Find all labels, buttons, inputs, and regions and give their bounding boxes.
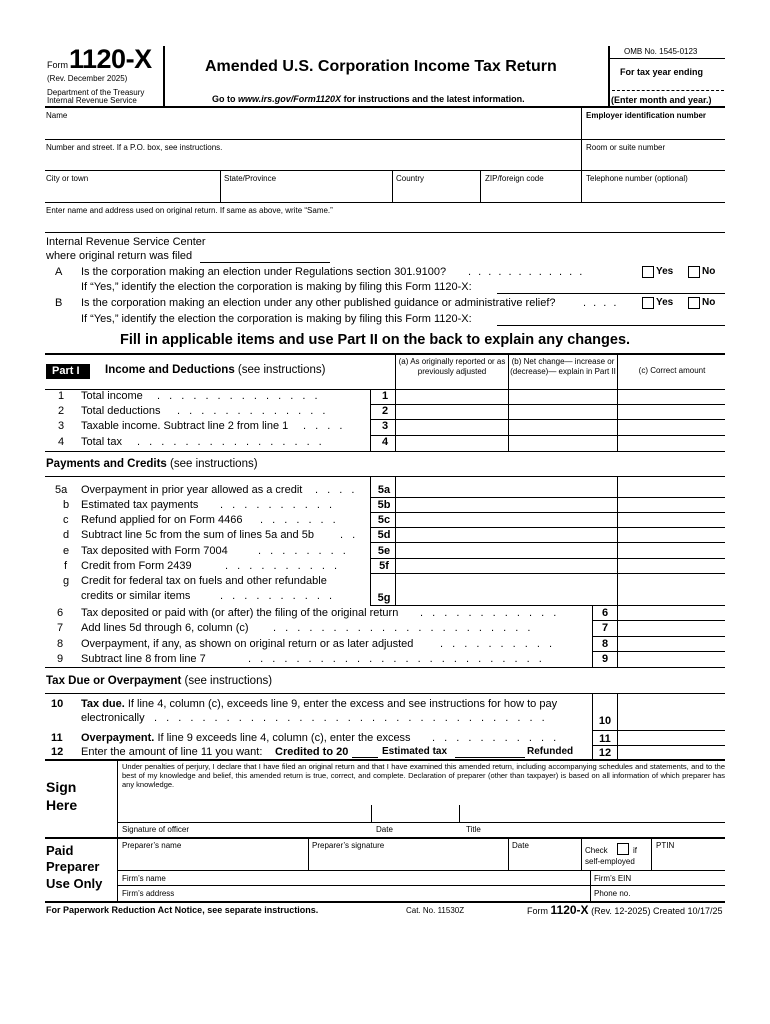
zip-label: ZIP/foreign code bbox=[485, 174, 544, 183]
part1-tag: Part I bbox=[52, 365, 80, 377]
line-5g-box-number: 5g bbox=[377, 592, 391, 604]
city-label: City or town bbox=[46, 174, 89, 183]
firm-name-field[interactable] bbox=[170, 871, 578, 885]
ptin-label: PTIN bbox=[656, 841, 675, 850]
line-5b-col-c-input[interactable] bbox=[618, 498, 724, 512]
line-number: b bbox=[63, 499, 70, 511]
line-2-col-c-input[interactable] bbox=[619, 404, 725, 419]
line-box-number: 5a bbox=[377, 484, 391, 496]
header-divider-left bbox=[163, 46, 165, 106]
country-field[interactable] bbox=[396, 183, 476, 201]
line-9-input[interactable] bbox=[618, 652, 724, 666]
rule bbox=[45, 476, 725, 477]
line-5g-label: Credit for federal tax on fuels and other refundable bbox=[81, 575, 327, 587]
payments-heading: Payments and Credits (see instructions) bbox=[46, 458, 258, 470]
line-label: Overpayment in prior year allowed as a credit bbox=[81, 484, 303, 496]
line-12-year-field[interactable] bbox=[352, 757, 378, 758]
line-dots: . . . . . . . . . . . . . . bbox=[157, 390, 321, 402]
rule bbox=[45, 202, 725, 203]
line-dots: . . . . . . . . bbox=[258, 545, 349, 557]
line-number: 9 bbox=[57, 653, 64, 665]
phone-no-label: Phone no. bbox=[594, 889, 631, 898]
line-label: Total tax bbox=[81, 436, 122, 448]
irs-center-label-2: where original return was filed bbox=[46, 250, 193, 262]
line-3-col-a-input[interactable] bbox=[397, 419, 507, 435]
use-only-label: Use Only bbox=[46, 876, 103, 891]
line-5e-col-c-input[interactable] bbox=[618, 543, 724, 557]
line-dots: . . . . . . . . . . . . . . . . bbox=[137, 436, 325, 448]
name-label: Name bbox=[46, 111, 68, 120]
line-box-number: 7 bbox=[601, 622, 609, 634]
line-3-col-b-input[interactable] bbox=[510, 419, 617, 435]
catalog-number: Cat. No. 11530Z bbox=[406, 906, 465, 915]
firm-ein-label: Firm’s EIN bbox=[594, 874, 632, 883]
rule bbox=[45, 759, 725, 761]
line-11-dots: . . . . . . . . . . . bbox=[432, 732, 560, 744]
question-a-no-label: No bbox=[702, 266, 716, 277]
question-b-letter: B bbox=[55, 297, 63, 309]
phone-field[interactable] bbox=[586, 183, 724, 201]
rule bbox=[45, 667, 725, 668]
rule bbox=[395, 354, 396, 390]
revision-date: (Rev. December 2025) bbox=[47, 74, 128, 83]
line-box-number: 5b bbox=[377, 499, 391, 511]
line-12-refunded-label: Refunded bbox=[527, 746, 574, 757]
question-b-followup: If “Yes,” identify the election the corporation is making by filing this Form 1120-X: bbox=[81, 313, 472, 325]
original-name-field[interactable] bbox=[46, 215, 724, 231]
state-label: State/Province bbox=[224, 174, 277, 183]
question-b-text: Is the corporation making an election under any other published guidance or administrative relief? bbox=[81, 297, 556, 309]
line-label: Estimated tax payments bbox=[81, 499, 199, 511]
question-b-yes-label: Yes bbox=[656, 297, 674, 308]
line-number: 8 bbox=[57, 638, 64, 650]
line-number: 3 bbox=[58, 420, 65, 432]
line-number: f bbox=[64, 560, 68, 572]
rule bbox=[118, 822, 725, 823]
question-b-no-label: No bbox=[702, 297, 716, 308]
line-2-row bbox=[45, 404, 725, 419]
line-11-number: 11 bbox=[51, 732, 63, 744]
header-divider-right bbox=[608, 46, 610, 106]
fill-in-heading: Fill in applicable items and use Part II on the back to explain any changes. bbox=[120, 332, 631, 348]
line-number: d bbox=[63, 529, 70, 541]
irs-label: Internal Revenue Service bbox=[47, 96, 137, 105]
line-10-dots: . . . . . . . . . . . . . . . . . . . . . . . . . . . . . . . . . bbox=[154, 712, 548, 724]
room-label: Room or suite number bbox=[586, 143, 666, 152]
firm-address-field[interactable] bbox=[180, 886, 580, 900]
line-label: Tax deposited with Form 7004 bbox=[81, 545, 228, 557]
line-12-number: 12 bbox=[51, 746, 64, 758]
irs-center-label: Internal Revenue Service Center bbox=[46, 236, 206, 248]
tax-due-heading: Tax Due or Overpayment (see instructions) bbox=[46, 675, 273, 687]
line-10-label: Tax due. If line 4, column (c), exceeds line 9, enter the excess and see instructions for how to pay bbox=[81, 698, 558, 710]
self-employed-checkbox[interactable] bbox=[617, 843, 629, 855]
line-5d-col-c-input[interactable] bbox=[618, 528, 724, 542]
rule bbox=[508, 838, 509, 870]
line-box-number: 4 bbox=[381, 436, 389, 448]
part1-title: Income and Deductions (see instructions) bbox=[105, 364, 326, 376]
line-box-number: 1 bbox=[381, 390, 389, 402]
question-b-no-checkbox[interactable] bbox=[688, 297, 700, 309]
line-number: 4 bbox=[58, 436, 65, 448]
column-b-header: (b) Net change— increase or (decrease)— explain in Part II bbox=[510, 357, 616, 376]
check-label: Check bbox=[585, 846, 608, 855]
rule bbox=[581, 838, 582, 870]
rule bbox=[480, 171, 481, 202]
line-12-input[interactable] bbox=[618, 746, 724, 759]
question-a-yes-label: Yes bbox=[656, 266, 674, 277]
question-b-election-field[interactable] bbox=[497, 325, 725, 326]
line-label: Total income bbox=[81, 390, 143, 402]
preparer-name-field[interactable] bbox=[122, 852, 305, 868]
rule bbox=[392, 171, 393, 202]
question-a-text: Is the corporation making an election under Regulations section 301.9100? bbox=[81, 266, 447, 278]
question-a-letter: A bbox=[55, 266, 63, 278]
preparer-signature-field[interactable] bbox=[312, 852, 504, 868]
name-field[interactable] bbox=[46, 120, 576, 138]
check-if-label: if bbox=[633, 846, 637, 855]
instructions-url[interactable]: www.irs.gov/Form1120X bbox=[238, 94, 342, 104]
line-box-number: 5e bbox=[377, 545, 391, 557]
line-4-col-b-input[interactable] bbox=[510, 435, 617, 451]
line-10-box-number: 10 bbox=[598, 715, 612, 727]
rule bbox=[45, 139, 725, 140]
line-label: Refund applied for on Form 4466 bbox=[81, 514, 243, 526]
self-employed-label: self-employed bbox=[585, 857, 635, 866]
officer-title-field[interactable] bbox=[462, 802, 724, 822]
officer-signature-label: Signature of officer bbox=[122, 825, 190, 834]
paid-label: Paid bbox=[46, 843, 74, 858]
line-dots: . . . . bbox=[303, 420, 346, 432]
country-label: Country bbox=[396, 174, 425, 183]
line-dots: . . . . . . . . . . . . . . . . . . . . . . . . . bbox=[248, 653, 545, 665]
line-2-col-a-input[interactable] bbox=[397, 404, 507, 419]
column-a-header: (a) As originally reported or as previously adjusted bbox=[398, 357, 506, 376]
line-number: 2 bbox=[58, 405, 65, 417]
perjury-statement: Under penalties of perjury, I declare that I have filed an original return and that I have examined this amended return, including accompanying schedules and statements, and to the best of my knowledge and belief, this amended return is true, correct, and complete. Declaration of preparer (other than taxpayer) is based on all information of which preparer has any knowledge. bbox=[122, 762, 725, 789]
line-1-col-a-input[interactable] bbox=[397, 389, 507, 404]
part1-top-rule bbox=[45, 353, 725, 355]
rule bbox=[308, 838, 309, 870]
line-11-label: Overpayment. If line 9 exceeds line 4, column (c), enter the excess bbox=[81, 732, 411, 744]
tax-year-input-line[interactable] bbox=[612, 90, 724, 91]
firm-name-label: Firm’s name bbox=[122, 874, 166, 883]
omb-rule bbox=[609, 58, 725, 59]
line-11-box-number: 11 bbox=[599, 733, 611, 745]
paperwork-notice: For Paperwork Reduction Act Notice, see separate instructions. bbox=[46, 905, 319, 915]
line-dots: . . . . . . . . . . bbox=[440, 638, 556, 650]
line-5g-label-2: credits or similar items bbox=[81, 590, 191, 602]
line-5a-col-c-input[interactable] bbox=[618, 478, 724, 493]
question-a-dots: . . . . . . . . . . . . bbox=[468, 266, 585, 278]
rule bbox=[45, 170, 725, 171]
form-number: 1120-X bbox=[69, 44, 152, 74]
rule bbox=[45, 232, 725, 233]
instructions-link-line: Go to www.irs.gov/Form1120X for instructions and the latest information. bbox=[212, 94, 525, 104]
line-4-row bbox=[45, 435, 725, 451]
line-number: c bbox=[63, 514, 69, 526]
column-c-header: (c) Correct amount bbox=[638, 366, 706, 375]
line-box-number: 9 bbox=[601, 653, 609, 665]
preparer-phone-field[interactable] bbox=[640, 886, 724, 900]
omb-number: OMB No. 1545-0123 bbox=[624, 47, 698, 56]
line-dots: . . . . bbox=[315, 484, 358, 496]
line-3-row bbox=[45, 419, 725, 435]
line-label: Total deductions bbox=[81, 405, 161, 417]
line-6-input[interactable] bbox=[618, 606, 724, 620]
question-a-election-field[interactable] bbox=[497, 293, 725, 294]
line-8-input[interactable] bbox=[618, 637, 724, 651]
line-number: e bbox=[63, 545, 70, 557]
line-dots: . . . . . . . . . . . . . . . . . . . . . . bbox=[273, 622, 534, 634]
line-dots: . . . . . . . . . . bbox=[220, 499, 336, 511]
line-12-label: Enter the amount of line 11 you want: bbox=[81, 746, 263, 758]
line-7-input[interactable] bbox=[618, 621, 724, 635]
tax-year-label: For tax year ending bbox=[620, 67, 704, 77]
city-field[interactable] bbox=[46, 183, 216, 201]
sign-date-field[interactable] bbox=[374, 802, 454, 822]
line-10-number: 10 bbox=[51, 698, 64, 710]
rule bbox=[45, 837, 725, 839]
line-1-col-b-input[interactable] bbox=[510, 389, 617, 404]
line-label: Subtract line 5c from the sum of lines 5a and 5b bbox=[81, 529, 314, 541]
firm-address-label: Firm’s address bbox=[122, 889, 175, 898]
rule bbox=[592, 694, 593, 759]
line-12-estimated-field[interactable] bbox=[455, 757, 525, 758]
rule bbox=[220, 171, 221, 202]
line-12-credited-label: Credited to 20 bbox=[275, 746, 349, 758]
line-label: Subtract line 8 from line 7 bbox=[81, 653, 206, 665]
rule bbox=[459, 805, 460, 822]
line-box-number: 2 bbox=[381, 405, 389, 417]
line-4-col-c-input[interactable] bbox=[619, 435, 725, 451]
original-name-label: Enter name and address used on original return. If same as above, write “Same.” bbox=[46, 206, 333, 215]
phone-label: Telephone number (optional) bbox=[586, 174, 688, 183]
line-5f-col-c-input[interactable] bbox=[618, 559, 724, 573]
state-field[interactable] bbox=[224, 183, 389, 201]
header-bottom-rule bbox=[45, 106, 725, 108]
line-4-col-a-input[interactable] bbox=[397, 435, 507, 451]
rule bbox=[508, 354, 509, 390]
line-number: 7 bbox=[57, 622, 64, 634]
preparer-date-label: Date bbox=[512, 841, 529, 850]
line-dots: . . bbox=[340, 529, 359, 541]
rule bbox=[617, 354, 618, 390]
line-1-col-c-input[interactable] bbox=[619, 389, 725, 404]
line-box-number: 6 bbox=[601, 607, 609, 619]
line-5g-col-c-input[interactable] bbox=[618, 574, 724, 604]
line-5c-col-c-input[interactable] bbox=[618, 513, 724, 527]
preparer-signature-label: Preparer’s signature bbox=[312, 841, 385, 850]
line-1-row bbox=[45, 389, 725, 404]
room-field[interactable] bbox=[586, 152, 724, 170]
form-word: Form bbox=[47, 60, 68, 70]
rule bbox=[45, 451, 725, 452]
rule bbox=[45, 693, 725, 694]
line-12-box-number: 12 bbox=[598, 747, 612, 759]
line-number: 6 bbox=[57, 607, 64, 619]
line-label: Credit from Form 2439 bbox=[81, 560, 192, 572]
question-b-dots: . . . . bbox=[583, 297, 619, 309]
preparer-name-label: Preparer’s name bbox=[122, 841, 182, 850]
ptin-field[interactable] bbox=[656, 852, 724, 868]
line-3-col-c-input[interactable] bbox=[619, 419, 725, 435]
rule bbox=[117, 761, 118, 837]
month-year-hint: (Enter month and year.) bbox=[611, 95, 712, 105]
line-label: Overpayment, if any, as shown on original return or as later adjusted bbox=[81, 638, 414, 650]
line-label: Tax deposited or paid with (or after) the filing of the original return bbox=[81, 607, 399, 619]
line-5g-number: g bbox=[63, 575, 70, 587]
line-box-number: 8 bbox=[601, 638, 609, 650]
officer-title-label: Title bbox=[466, 825, 481, 834]
zip-field[interactable] bbox=[485, 183, 577, 201]
line-box-number: 5f bbox=[379, 560, 389, 572]
firm-ein-field[interactable] bbox=[640, 871, 724, 885]
sign-date-label: Date bbox=[376, 825, 393, 834]
preparer-label: Preparer bbox=[46, 859, 100, 874]
line-dots: . . . . . . . . . . bbox=[225, 560, 341, 572]
irs-center-field[interactable] bbox=[200, 262, 330, 263]
line-number: 1 bbox=[58, 390, 65, 402]
officer-signature-field[interactable] bbox=[122, 802, 367, 822]
line-5g-dots: . . . . . . . . . . bbox=[220, 590, 336, 602]
rule bbox=[651, 838, 652, 870]
department: Department of the Treasury bbox=[47, 88, 145, 97]
line-box-number: 5c bbox=[377, 514, 391, 526]
ein-field[interactable] bbox=[586, 120, 724, 138]
question-b-yes-checkbox[interactable] bbox=[642, 297, 654, 309]
line-label: Add lines 5d through 6, column (c) bbox=[81, 622, 249, 634]
street-field[interactable] bbox=[46, 152, 576, 170]
line-10-input[interactable] bbox=[618, 695, 724, 729]
identity-right-divider bbox=[581, 107, 582, 202]
line-label: Taxable income. Subtract line 2 from line 1 bbox=[81, 420, 289, 432]
line-10-label-2: electronically bbox=[81, 712, 145, 724]
preparer-date-field[interactable] bbox=[512, 852, 578, 868]
line-11-input[interactable] bbox=[618, 731, 724, 745]
form-title: Amended U.S. Corporation Income Tax Return bbox=[205, 58, 557, 75]
footer-form-id: Form 1120-X (Rev. 12-2025) Created 10/17/25 bbox=[527, 903, 723, 917]
question-a-no-checkbox[interactable] bbox=[688, 266, 700, 278]
rule bbox=[371, 805, 372, 822]
question-a-yes-checkbox[interactable] bbox=[642, 266, 654, 278]
line-box-number: 3 bbox=[381, 420, 389, 432]
line-2-col-b-input[interactable] bbox=[510, 404, 617, 419]
rule bbox=[590, 871, 591, 901]
here-label: Here bbox=[46, 797, 78, 813]
line-dots: . . . . . . . bbox=[260, 514, 339, 526]
line-box-number: 5d bbox=[377, 529, 391, 541]
sign-label: Sign bbox=[46, 779, 77, 795]
line-dots: . . . . . . . . . . . . bbox=[420, 607, 560, 619]
line-number: 5a bbox=[55, 484, 68, 496]
street-label: Number and street. If a P.O. box, see instructions. bbox=[46, 143, 223, 152]
ein-label: Employer identification number bbox=[586, 111, 707, 120]
line-12-estimated-label: Estimated tax bbox=[382, 746, 448, 757]
question-a-followup: If “Yes,” identify the election the corporation is making by filing this Form 1120-X: bbox=[81, 281, 472, 293]
line-dots: . . . . . . . . . . . . . bbox=[177, 405, 329, 417]
